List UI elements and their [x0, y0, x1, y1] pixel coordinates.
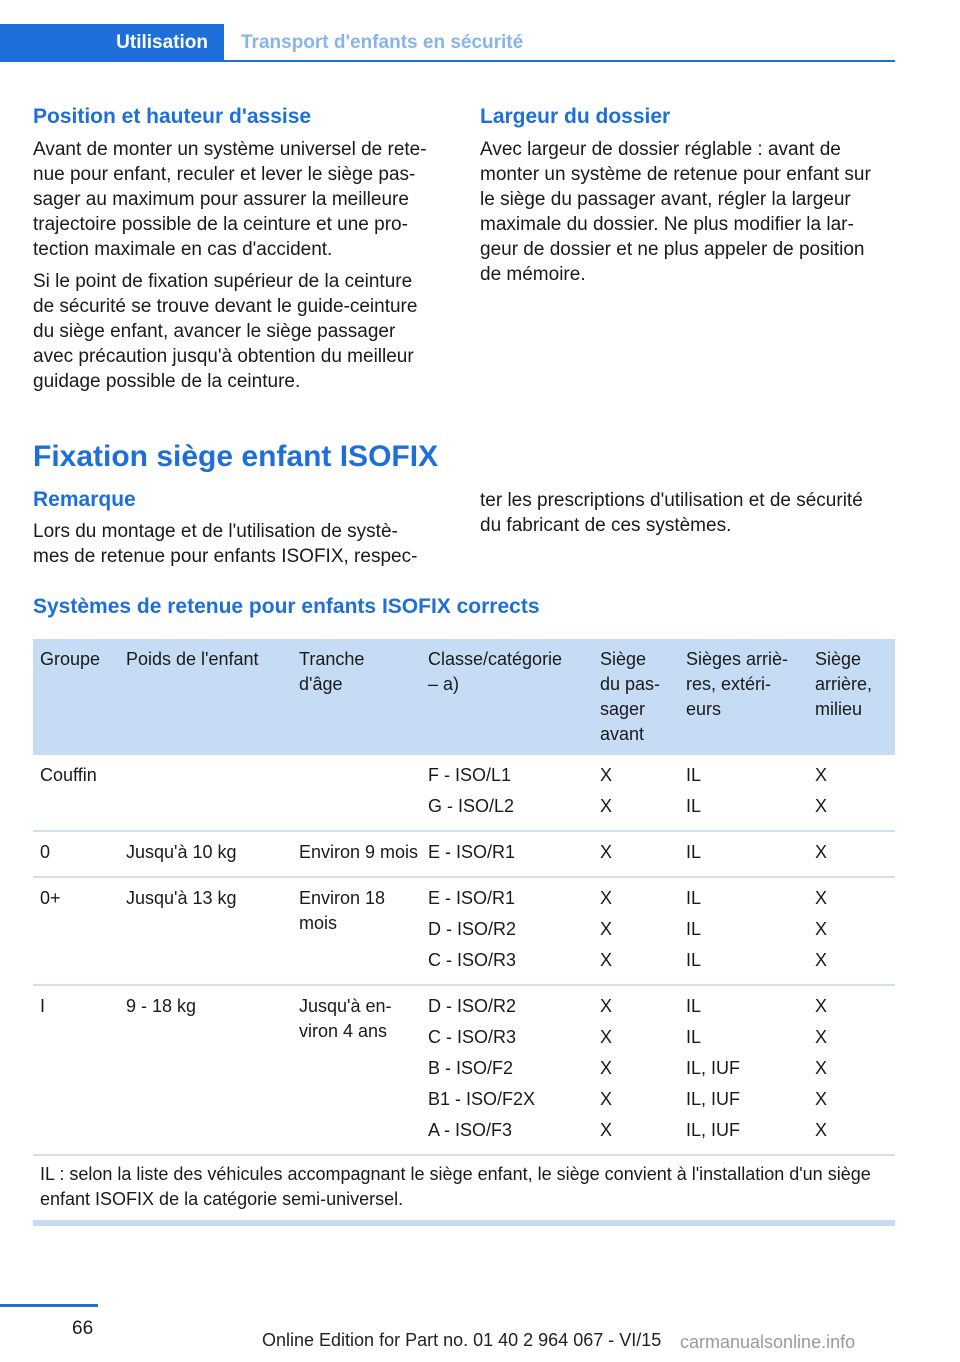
table-heading: Systèmes de retenue pour enfants ISOFIX corrects — [33, 595, 540, 618]
watermark: carmanualsonline.info — [680, 1332, 856, 1352]
remark-text-left — [33, 519, 453, 569]
cell-text: X — [815, 1089, 828, 1109]
text-line: Avec largeur de dossier réglable : avant de — [480, 139, 841, 160]
cell-text: A - ISO/F3 — [428, 1120, 513, 1140]
cell-text: IL, IUF — [686, 1120, 741, 1140]
page-number: 66 — [72, 1318, 94, 1339]
table-cell — [119, 831, 292, 877]
table-cell — [808, 985, 895, 1155]
cell-text: IL — [686, 1027, 702, 1047]
header-text: Classe/catégorie — [428, 649, 563, 669]
table-cell — [808, 877, 895, 985]
table-cell — [593, 985, 679, 1155]
cell-text: X — [815, 842, 828, 862]
cell-text: X — [815, 1058, 828, 1078]
table-cell — [808, 831, 895, 877]
col-header-classe — [421, 639, 593, 755]
table-header-row — [33, 639, 895, 755]
table-cell — [421, 985, 593, 1155]
cell-text: IL — [686, 996, 702, 1016]
col-header-tranche-age — [292, 639, 421, 755]
col-header-poids — [119, 639, 292, 755]
cell-text: X — [600, 796, 613, 816]
cell-text: Couffin — [40, 765, 97, 785]
cell-text: Environ 18 mois — [299, 888, 386, 933]
table-cell — [593, 831, 679, 877]
col-header-groupe — [33, 639, 119, 755]
cell-text: X — [815, 888, 828, 908]
table-row — [33, 831, 895, 877]
text-line: monter un système de retenue pour enfant sur — [480, 164, 871, 185]
isofix-title: Fixation siège enfant ISOFIX — [33, 440, 439, 473]
text-line: guidage possible de la ceinture. — [33, 371, 301, 392]
cell-text: C - ISO/R3 — [428, 1027, 517, 1047]
header-text: milieu — [815, 699, 863, 719]
text-line: de sécurité se trouve devant le guide-ceinture — [33, 296, 418, 317]
header-text: Siège — [815, 649, 862, 669]
backrest-width-para — [480, 137, 900, 287]
text-line: du siège enfant, avancer le siège passager — [33, 321, 396, 342]
table-cell — [33, 877, 119, 985]
table-cell — [292, 877, 421, 985]
table-cell — [593, 877, 679, 985]
table-cell — [421, 877, 593, 985]
cell-text: B1 - ISO/F2X — [428, 1089, 536, 1109]
table-cell — [119, 985, 292, 1155]
table-cell — [679, 831, 808, 877]
table-cell — [292, 985, 421, 1155]
table-cell — [679, 877, 808, 985]
cell-text: X — [600, 919, 613, 939]
header-text: Groupe — [40, 649, 101, 669]
table-cell — [679, 985, 808, 1155]
text-line: de mémoire. — [480, 264, 586, 285]
cell-text: C - ISO/R3 — [428, 950, 517, 970]
cell-text: 9 - 18 kg — [126, 996, 197, 1016]
section-tab[interactable]: Transport d'enfants en sécurité — [241, 32, 524, 53]
table-cell — [292, 755, 421, 831]
header-text: res, extéri‐ — [686, 674, 772, 694]
text-line: mes de retenue pour enfants ISOFIX, respec‐ — [33, 546, 418, 567]
text-line: Lors du montage et de l'utilisation de systè‐ — [33, 521, 398, 542]
table-note: IL : selon la liste des véhicules accompagnant le siège enfant, le siège convient à l'installation d'un siège enfant ISOFIX de la catégorie semi-universel. — [33, 1155, 895, 1223]
header-text: arrière, — [815, 674, 873, 694]
cell-text: IL, IUF — [686, 1058, 741, 1078]
header-text: Poids de l'enfant — [126, 649, 259, 669]
text-line: maximale du dossier. Ne plus modifier la lar‐ — [480, 214, 854, 235]
cell-text: IL — [686, 888, 702, 908]
text-line: du fabricant de ces systèmes. — [480, 515, 732, 536]
cell-text: X — [600, 842, 613, 862]
cell-text: X — [815, 765, 828, 785]
header-text: Sièges arriè‐ — [686, 649, 789, 669]
header-text: eurs — [686, 699, 722, 719]
cell-text: B - ISO/F2 — [428, 1058, 514, 1078]
cell-text: E - ISO/R1 — [428, 888, 516, 908]
table-cell — [119, 877, 292, 985]
text-line: Avant de monter un système universel de rete‐ — [33, 139, 427, 160]
header-text: – a) — [428, 674, 460, 694]
cell-text: Jusqu'à en‐ viron 4 ans — [299, 996, 392, 1041]
table-cell — [33, 985, 119, 1155]
header-text: du pas‐ — [600, 674, 661, 694]
footer-rule — [0, 1304, 98, 1307]
cell-text: G - ISO/L2 — [428, 796, 515, 816]
header-text: avant — [600, 724, 645, 744]
cell-text: Jusqu'à 13 kg — [126, 888, 237, 908]
col-header-siege-arriere-milieu — [808, 639, 895, 755]
seat-position-para-2 — [33, 269, 453, 394]
col-header-siege-avant — [593, 639, 679, 755]
cell-text: X — [600, 996, 613, 1016]
header-text: Siège — [600, 649, 647, 669]
cell-text: X — [600, 888, 613, 908]
cell-text: D - ISO/R2 — [428, 919, 517, 939]
cell-text: X — [815, 996, 828, 1016]
cell-text: I — [40, 996, 46, 1016]
header-text: Tranche — [299, 649, 365, 669]
table-cell — [808, 755, 895, 831]
cell-text: X — [600, 1058, 613, 1078]
header-text: sager — [600, 699, 646, 719]
table-row — [33, 755, 895, 831]
cell-text: X — [600, 1089, 613, 1109]
cell-text: IL — [686, 950, 702, 970]
cell-text: X — [815, 1027, 828, 1047]
table-cell — [33, 755, 119, 831]
text-line: avec précaution jusqu'à obtention du meilleur — [33, 346, 414, 367]
cell-text: X — [815, 919, 828, 939]
cell-text: 0 — [40, 842, 51, 862]
isofix-table — [33, 639, 895, 1226]
text-line: sager au maximum pour assurer la meilleure — [33, 189, 409, 210]
table-cell — [679, 755, 808, 831]
header-text: d'âge — [299, 674, 343, 694]
seat-position-para-1 — [33, 137, 453, 262]
cell-text: D - ISO/R2 — [428, 996, 517, 1016]
table-cell — [593, 755, 679, 831]
edition-text: Online Edition for Part no. 01 40 2 964 067 - VI/15 — [262, 1330, 662, 1350]
cell-text: 0+ — [40, 888, 61, 908]
cell-text: IL — [686, 919, 702, 939]
seat-position-heading: Position et hauteur d'assise — [33, 105, 312, 128]
page-header — [0, 24, 895, 62]
cell-text: IL — [686, 765, 702, 785]
cell-text: X — [815, 950, 828, 970]
col-header-sieges-arriere-exterieurs — [679, 639, 808, 755]
text-line: Si le point de fixation supérieur de la ceinture — [33, 271, 413, 292]
cell-text: X — [600, 1120, 613, 1140]
table-row — [33, 877, 895, 985]
cell-text: IL, IUF — [686, 1089, 741, 1109]
text-line: le siège du passager avant, régler la largeur — [480, 189, 851, 210]
text-line: nue pour enfant, reculer et lever le siège pas‐ — [33, 164, 416, 185]
cell-text: X — [600, 1027, 613, 1047]
text-line: ter les prescriptions d'utilisation et de sécurité — [480, 490, 863, 511]
text-line: trajectoire possible de la ceinture et une pro‐ — [33, 214, 408, 235]
chapter-tab[interactable]: Utilisation — [0, 24, 224, 62]
cell-text: IL — [686, 796, 702, 816]
cell-text: Jusqu'à 10 kg — [126, 842, 237, 862]
cell-text: Environ 9 mois — [299, 842, 419, 862]
text-line: geur de dossier et ne plus appeler de position — [480, 239, 865, 260]
table-cell — [33, 831, 119, 877]
cell-text: X — [600, 950, 613, 970]
cell-text: X — [815, 796, 828, 816]
cell-text: F - ISO/L1 — [428, 765, 512, 785]
cell-text: X — [600, 765, 613, 785]
remark-text-right — [480, 488, 900, 538]
remark-heading: Remarque — [33, 488, 136, 511]
table-cell — [421, 831, 593, 877]
cell-text: E - ISO/R1 — [428, 842, 516, 862]
backrest-width-heading: Largeur du dossier — [480, 105, 671, 128]
table-note-row — [33, 1155, 895, 1223]
cell-text: IL — [686, 842, 702, 862]
text-line: tection maximale en cas d'accident. — [33, 239, 333, 260]
table-cell — [421, 755, 593, 831]
cell-text: X — [815, 1120, 828, 1140]
table-cell — [119, 755, 292, 831]
table-row — [33, 985, 895, 1155]
table-cell — [292, 831, 421, 877]
